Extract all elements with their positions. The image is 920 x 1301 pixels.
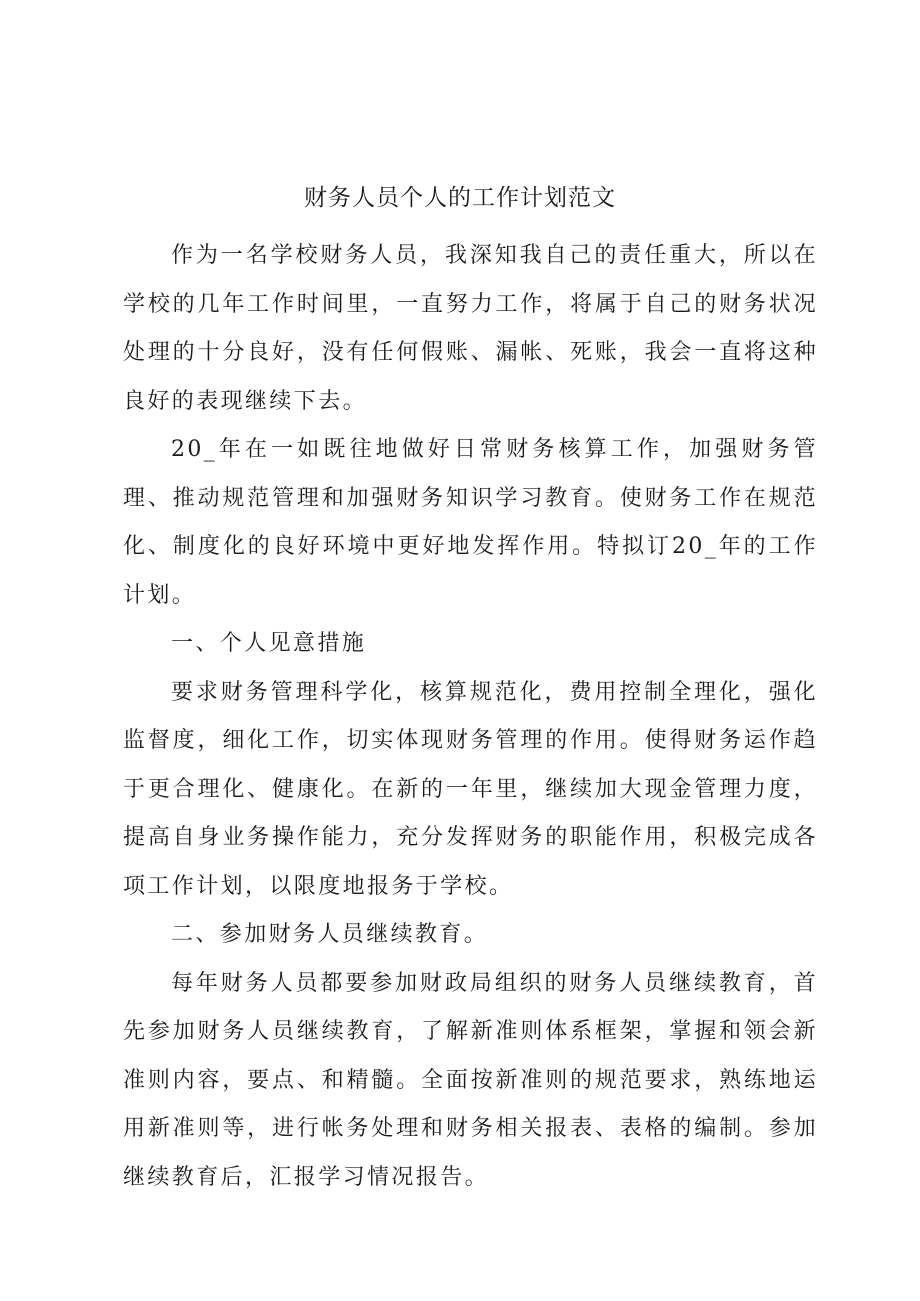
paragraph-annual-plan: 20_年在一如既往地做好日常财务核算工作，加强财务管理、推动规范管理和加强财务知识学习教育。使财务工作在规范化、制度化的良好环境中更好地发挥作用。特拟订20_年的工作计划。 bbox=[123, 437, 818, 608]
paragraph-personal-measures: 要求财务管理科学化，核算规范化，费用控制全理化，强化监督度，细化工作，切实体现财务管理的作用。使得财务运作趋于更合理化、健康化。在新的一年里，继续加大现金管理力度，提高自身业务操作能力，充分发挥财务的职能作用，积极完成各项工作计划，以限度地报务于学校。 bbox=[123, 679, 818, 899]
section-heading-continuing-education: 二、参加财务人员继续教育。 bbox=[171, 922, 489, 947]
document-title: 财务人员个人的工作计划范文 bbox=[304, 185, 616, 211]
section-heading-personal-measures: 一、个人见意措施 bbox=[171, 631, 367, 656]
document-body bbox=[123, 232, 818, 1202]
paragraph-continuing-education: 每年财务人员都要参加财政局组织的财务人员继续教育，首先参加财务人员继续教育，了解新准则体系框架，掌握和领会新准则内容，要点、和精髓。全面按新准则的规范要求，熟练地运用新准则等，进行帐务处理和财务相关报表、表格的编制。参加继续教育后，汇报学习情况报告。 bbox=[123, 970, 818, 1190]
paragraph-intro: 作为一名学校财务人员，我深知我自己的责任重大，所以在学校的几年工作时间里，一直努力工作，将属于自己的财务状况处理的十分良好，没有任何假账、漏帐、死账，我会一直将这种良好的表现继续下去。 bbox=[123, 243, 818, 414]
